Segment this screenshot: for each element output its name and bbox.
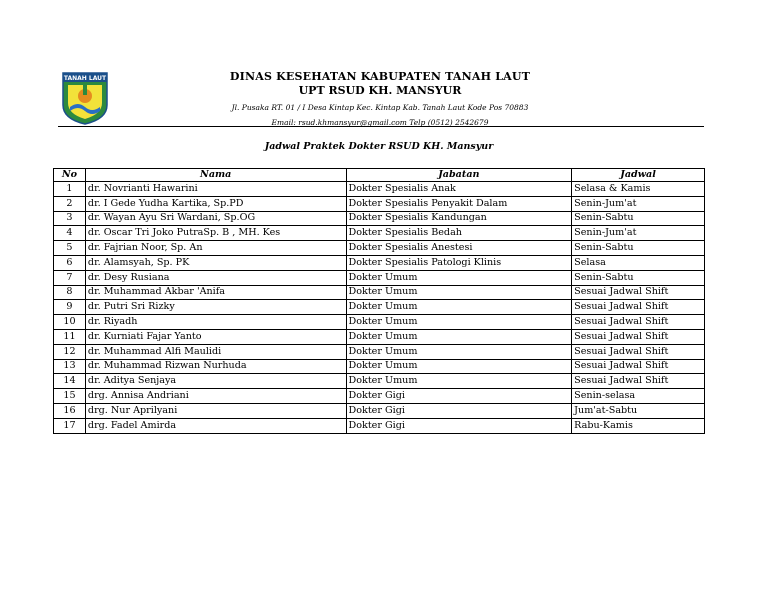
cell-nama: dr. Kurniati Fajar Yanto: [85, 329, 346, 344]
cell-jabatan: Dokter Gigi: [346, 418, 572, 433]
cell-nama: drg. Nur Aprilyani: [85, 403, 346, 418]
cell-jadwal: Sesuai Jadwal Shift: [572, 315, 705, 330]
cell-jadwal: Senin-Sabtu: [572, 270, 705, 285]
cell-nama: dr. Putri Sri Rizky: [85, 300, 346, 315]
cell-jabatan: Dokter Gigi: [346, 389, 572, 404]
cell-jadwal: Jum'at-Sabtu: [572, 403, 705, 418]
cell-jabatan: Dokter Gigi: [346, 403, 572, 418]
cell-jadwal: Rabu-Kamis: [572, 418, 705, 433]
cell-jadwal: Sesuai Jadwal Shift: [572, 285, 705, 300]
table-row: [54, 270, 705, 285]
cell-jabatan: Dokter Spesialis Bedah: [346, 226, 572, 241]
letterhead: [120, 70, 640, 129]
table-row: [54, 241, 705, 256]
table-row: [54, 255, 705, 270]
column-header-no: No: [54, 169, 86, 182]
table-header-row: [54, 169, 705, 182]
table-row: [54, 344, 705, 359]
cell-nama: dr. Alamsyah, Sp. PK: [85, 255, 346, 270]
regency-logo: [60, 71, 110, 125]
cell-no: 17: [54, 418, 86, 433]
table-row: [54, 359, 705, 374]
cell-nama: dr. Aditya Senjaya: [85, 374, 346, 389]
table-row: [54, 196, 705, 211]
table-row: [54, 403, 705, 418]
contact-line: Email: rsud.khmansyur@gmail.com Telp (0512) 2542679: [271, 118, 489, 127]
cell-no: 5: [54, 241, 86, 256]
cell-jabatan: Dokter Spesialis Patologi Klinis: [346, 255, 572, 270]
cell-jabatan: Dokter Umum: [346, 315, 572, 330]
cell-no: 1: [54, 182, 86, 197]
table-row: [54, 315, 705, 330]
cell-jabatan: Dokter Spesialis Kandungan: [346, 211, 572, 226]
cell-nama: dr. Oscar Tri Joko PutraSp. B , MH. Kes: [85, 226, 346, 241]
cell-no: 2: [54, 196, 86, 211]
cell-no: 15: [54, 389, 86, 404]
cell-jadwal: Selasa & Kamis: [572, 182, 705, 197]
cell-jabatan: Dokter Umum: [346, 329, 572, 344]
cell-jabatan: Dokter Spesialis Penyakit Dalam: [346, 196, 572, 211]
cell-jadwal: Sesuai Jadwal Shift: [572, 300, 705, 315]
cell-nama: dr. Novrianti Hawarini: [85, 182, 346, 197]
cell-jabatan: Dokter Umum: [346, 270, 572, 285]
cell-jadwal: Senin-Jum'at: [572, 196, 705, 211]
cell-jabatan: Dokter Umum: [346, 374, 572, 389]
cell-jadwal: Senin-Sabtu: [572, 241, 705, 256]
table-row: [54, 226, 705, 241]
cell-jadwal: Sesuai Jadwal Shift: [572, 359, 705, 374]
cell-nama: drg. Annisa Andriani: [85, 389, 346, 404]
cell-no: 4: [54, 226, 86, 241]
cell-jadwal: Senin-selasa: [572, 389, 705, 404]
column-header-jadwal: Jadwal: [572, 169, 705, 182]
cell-no: 11: [54, 329, 86, 344]
table-row: [54, 211, 705, 226]
cell-nama: drg. Fadel Amirda: [85, 418, 346, 433]
table-row: [54, 329, 705, 344]
cell-no: 3: [54, 211, 86, 226]
document-title: Jadwal Praktek Dokter RSUD KH. Mansyur: [264, 141, 494, 152]
table-row: [54, 374, 705, 389]
cell-jadwal: Sesuai Jadwal Shift: [572, 344, 705, 359]
cell-no: 7: [54, 270, 86, 285]
cell-jabatan: Dokter Umum: [346, 300, 572, 315]
header-divider: [58, 126, 704, 127]
cell-no: 9: [54, 300, 86, 315]
cell-no: 16: [54, 403, 86, 418]
cell-nama: dr. Desy Rusiana: [85, 270, 346, 285]
column-header-nama: Nama: [85, 169, 346, 182]
cell-nama: dr. Riyadh: [85, 315, 346, 330]
table-row: [54, 418, 705, 433]
schedule-table: [53, 168, 705, 434]
cell-nama: dr. Muhammad Alfi Maulidi: [85, 344, 346, 359]
cell-jadwal: Sesuai Jadwal Shift: [572, 374, 705, 389]
hospital-name: UPT RSUD KH. MANSYUR: [298, 84, 462, 97]
agency-name: DINAS KESEHATAN KABUPATEN TANAH LAUT: [229, 70, 531, 83]
table-row: [54, 285, 705, 300]
cell-jabatan: Dokter Umum: [346, 344, 572, 359]
cell-nama: dr. Wayan Ayu Sri Wardani, Sp.OG: [85, 211, 346, 226]
cell-jabatan: Dokter Umum: [346, 359, 572, 374]
cell-nama: dr. Muhammad Rizwan Nurhuda: [85, 359, 346, 374]
cell-no: 10: [54, 315, 86, 330]
cell-jadwal: Selasa: [572, 255, 705, 270]
cell-jadwal: Sesuai Jadwal Shift: [572, 329, 705, 344]
address-line: Jl. Pusaka RT. 01 / I Desa Kintap Kec. Kintap Kab. Tanah Laut Kode Pos 70883: [231, 103, 529, 112]
table-row: [54, 182, 705, 197]
cell-no: 12: [54, 344, 86, 359]
table-row: [54, 300, 705, 315]
table-row: [54, 389, 705, 404]
cell-no: 13: [54, 359, 86, 374]
cell-no: 14: [54, 374, 86, 389]
cell-jadwal: Senin-Sabtu: [572, 211, 705, 226]
cell-no: 8: [54, 285, 86, 300]
cell-nama: dr. Muhammad Akbar 'Anifa: [85, 285, 346, 300]
cell-jabatan: Dokter Spesialis Anestesi: [346, 241, 572, 256]
column-header-jabatan: Jabatan: [346, 169, 572, 182]
logo-text: TANAH LAUT: [63, 75, 107, 82]
cell-no: 6: [54, 255, 86, 270]
cell-nama: dr. I Gede Yudha Kartika, Sp.PD: [85, 196, 346, 211]
cell-jabatan: Dokter Umum: [346, 285, 572, 300]
cell-nama: dr. Fajrian Noor, Sp. An: [85, 241, 346, 256]
cell-jadwal: Senin-Jum'at: [572, 226, 705, 241]
cell-jabatan: Dokter Spesialis Anak: [346, 182, 572, 197]
